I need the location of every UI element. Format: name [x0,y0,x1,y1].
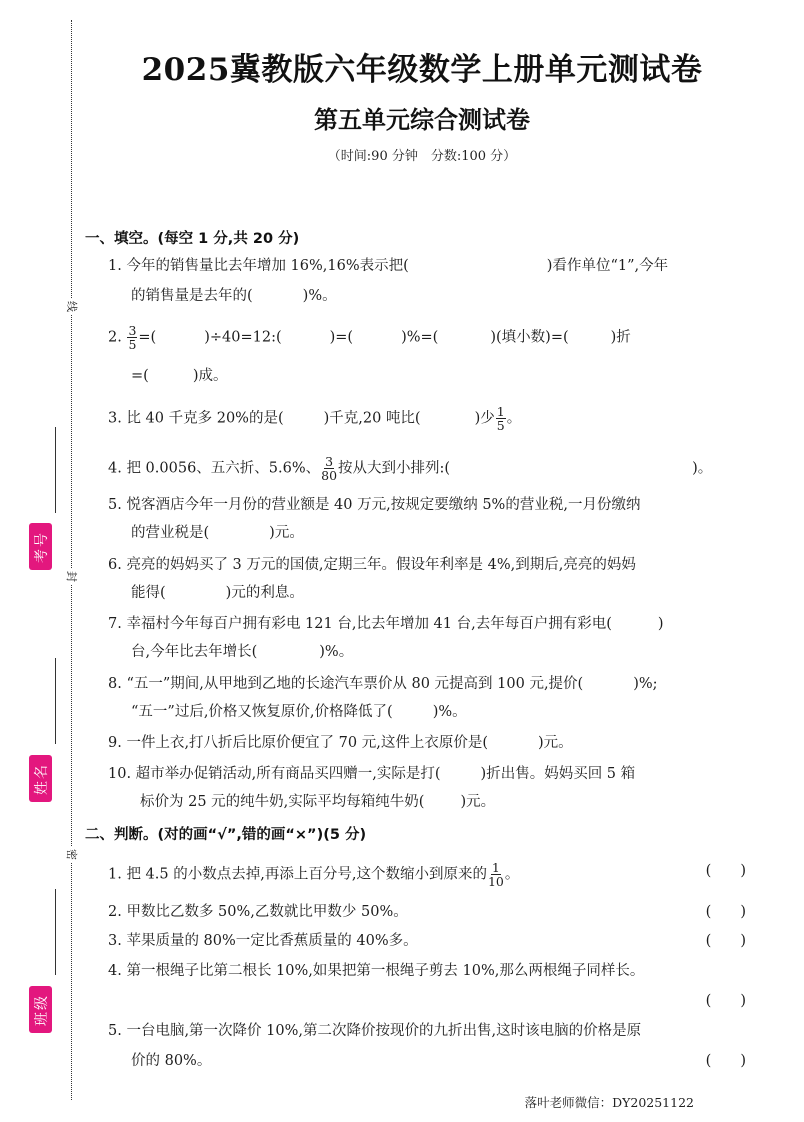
exam-meta: （时间:90 分钟 分数:100 分） [327,149,517,164]
seal-dotted-line [71,20,72,1100]
name-label: 姓名 [33,762,50,795]
fraction-1-10: $\frac{1}{10}$ [487,860,504,889]
question-1-9: 9. 一件上衣,打八折后比原价便宜了 70 元,这件上衣原价是( )元。 [108,735,573,751]
exam-number-line[interactable] [55,427,56,513]
fraction-3-5: $\frac{3}{5}$ [128,323,137,352]
class-line[interactable] [55,889,56,975]
question-1-4: 4. 把 0.0056、五六折、5.6%、 $\frac{3}{80}$ 按从大到小排列:( )。 [108,454,713,483]
fraction-3-80: $\frac{3}{80}$ [321,454,338,483]
page-subtitle: 第五单元综合测试卷 [314,105,530,134]
name-badge [29,755,52,802]
fraction-1-5: $\frac{1}{5}$ [496,404,505,433]
answer-box[interactable]: ( ) [705,933,746,949]
footer-watermark: 落叶老师微信：DY20251122 [524,1095,694,1110]
section-judgment-heading: 二、判断。(对的画“√”,错的画“×”)(5 分) [85,827,367,843]
seal-char-xian: 线 [63,298,80,315]
section-fill-blank-heading: 一、填空。(每空 1 分,共 20 分) [85,231,300,247]
question-1-3: 3. 比 40 千克多 20%的是( )千克,20 吨比( )少 $\frac{1}{5}$ 。 [108,404,522,433]
name-line[interactable] [55,658,56,744]
class-label: 班级 [33,993,50,1026]
answer-box[interactable]: ( ) [705,1053,746,1069]
exam-number-label: 考号 [33,530,50,563]
seal-char-mi: 密 [63,846,80,863]
answer-box[interactable]: ( ) [705,904,746,920]
exam-number-badge [29,523,52,570]
page-title: 2025冀教版六年级数学上册单元测试卷 [141,52,703,88]
seal-char-feng: 封 [63,568,80,585]
answer-box[interactable]: ( ) [705,863,746,879]
answer-box[interactable]: ( ) [705,993,746,1009]
class-badge [29,986,52,1033]
